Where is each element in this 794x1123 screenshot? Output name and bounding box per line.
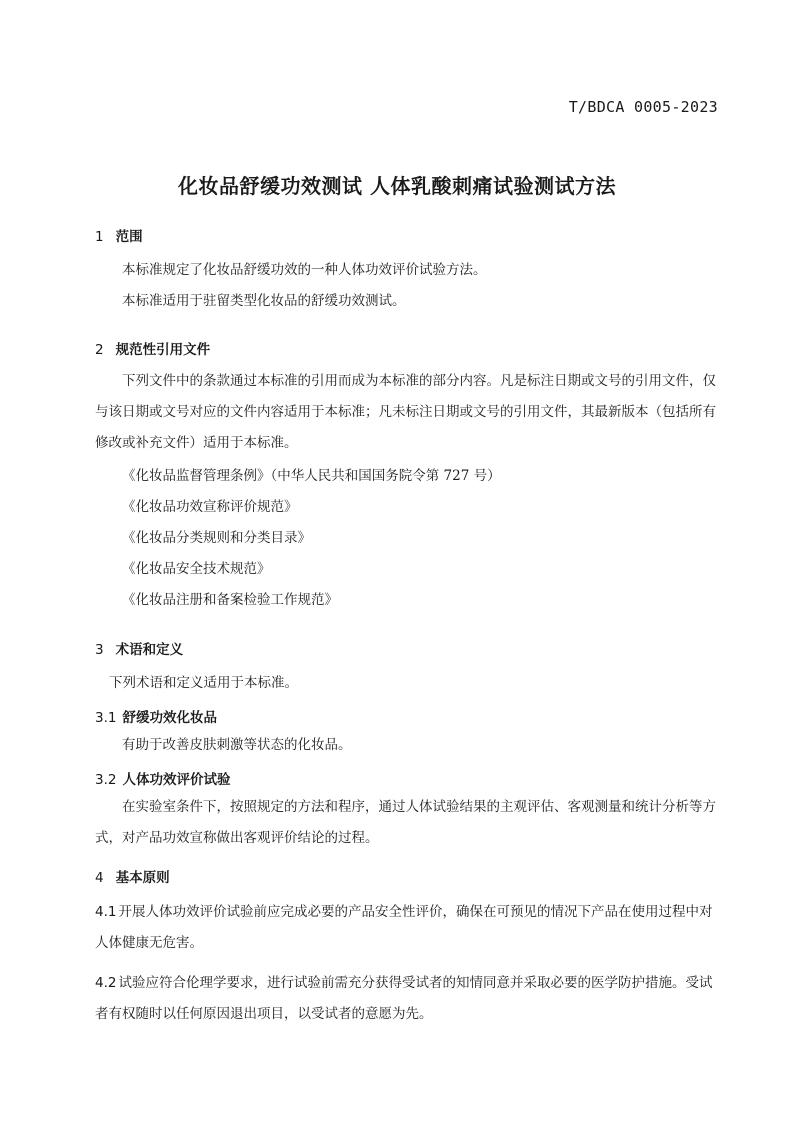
reference-item: 《化妆品分类规则和分类目录》 [122,530,311,546]
section-title: 范围 [115,229,143,245]
reference-item: 《化妆品监督管理条例》（中华人民共和国国务院令第 727 号） [122,468,501,484]
term-definition-3-2: 在实验室条件下，按照规定的方法和程序，通过人体试验结果的主观评估、客观测量和统计分析等方式，对产品功效宣称做出客观评价结论的过程。 [95,799,716,846]
term-title: 舒缓功效化妆品 [122,710,217,726]
section-heading-terms [95,638,183,658]
section-number: 2 [95,342,104,358]
principle-number: 4.1 [95,904,117,920]
section-heading-principles [95,866,170,886]
section-heading-scope [95,225,143,245]
normative-intro: 下列文件中的条款通过本标准的引用而成为本标准的部分内容。凡是标注日期或文号的引用文件，仅与该日期或文号对应的文件内容适用于本标准；凡未标注日期或文号的引用文件，其最新版本（包括所有修改或补充文件）适用于本标准。 [95,373,716,451]
term-number: 3.2 [95,772,117,788]
principle-text: 开展人体功效评价试验前应完成必要的产品安全性评价，确保在可预见的情况下产品在使用过程中对人体健康无危害。 [95,904,713,951]
section-number: 1 [95,229,104,245]
section-title: 基本原则 [115,870,170,886]
term-definition-3-1: 有助于改善皮肤刺激等状态的化妆品。 [122,737,352,753]
reference-item: 《化妆品功效宣称评价规范》 [122,499,298,515]
term-title: 人体功效评价试验 [122,772,231,788]
term-number: 3.1 [95,710,117,726]
principle-number: 4.2 [95,975,117,991]
term-heading-3-2 [95,768,230,788]
terms-intro: 下列术语和定义适用于本标准。 [109,675,298,691]
reference-item: 《化妆品安全技术规范》 [122,561,271,577]
scope-paragraph-1: 本标准规定了化妆品舒缓功效的一种人体功效评价试验方法。 [122,262,487,278]
principle-text: 试验应符合伦理学要求，进行试验前需充分获得受试者的知情同意并采取必要的医学防护措施。受试者有权随时以任何原因退出项目，以受试者的意愿为先。 [95,975,713,1022]
standard-code: T/BDCA 0005-2023 [568,98,718,116]
term-heading-3-1 [95,706,217,726]
principle-4-1 [95,897,725,959]
reference-item: 《化妆品注册和备案检验工作规范》 [122,592,338,608]
principle-4-2 [95,968,725,1030]
section-number: 4 [95,870,104,886]
section-title: 规范性引用文件 [115,342,211,358]
scope-paragraph-2: 本标准适用于驻留类型化妆品的舒缓功效测试。 [122,293,406,309]
section-number: 3 [95,642,104,658]
document-title: 化妆品舒缓功效测试 人体乳酸刺痛试验测试方法 [178,174,616,198]
section-heading-normative [95,338,210,358]
section-title: 术语和定义 [115,642,184,658]
